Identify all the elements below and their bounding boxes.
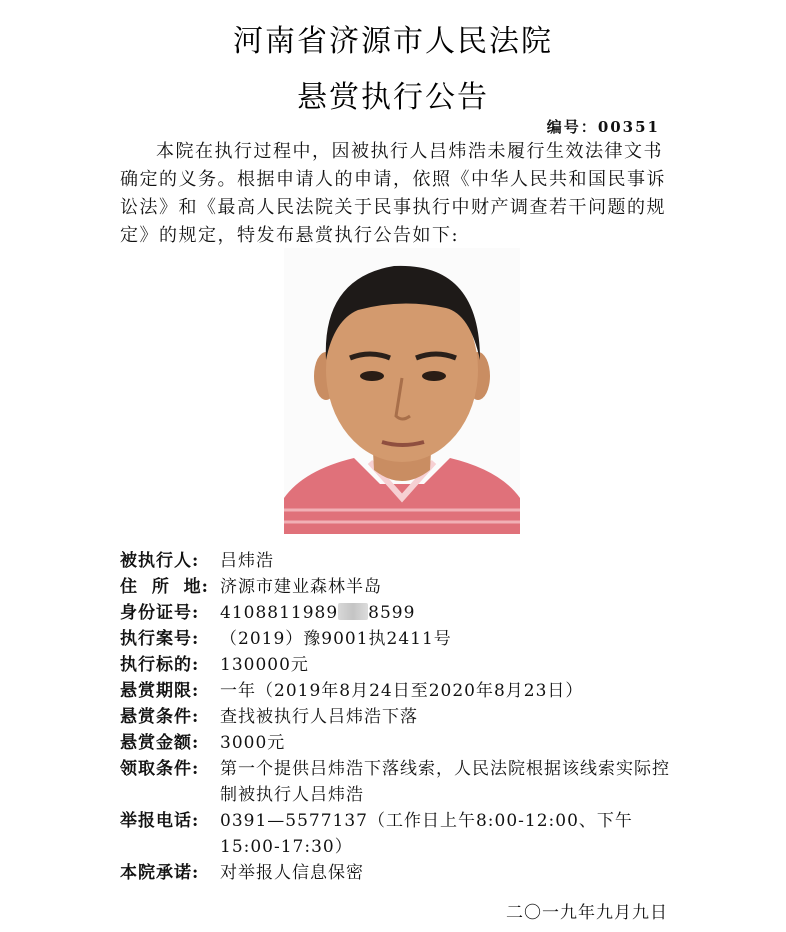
field-value: 第一个提供吕炜浩下落线索，人民法院根据该线索实际控制被执行人吕炜浩 — [220, 759, 670, 805]
field-reward — [120, 730, 680, 756]
field-label: 身份证号: — [120, 603, 200, 623]
intro-paragraph: 本院在执行过程中，因被执行人吕炜浩未履行生效法律文书确定的义务。根据申请人的申请，依照《中华人民共和国民事诉讼法》和《最高人民法院关于民事执行中财产调查若干问题的规定》的规定，特发布悬赏执行公告如下: — [120, 141, 666, 246]
field-label: 举报电话: — [120, 811, 200, 831]
field-claim — [120, 756, 680, 808]
field-value: 一年（2019年8月24日至2020年8月23日） — [220, 681, 584, 701]
field-value: 查找被执行人吕炜浩下落 — [220, 707, 418, 727]
court-name: 河南省济源市人民法院 — [233, 24, 553, 59]
field-value: 3000元 — [220, 733, 286, 753]
doc-number-label: 编号： — [546, 118, 598, 136]
field-promise — [120, 860, 680, 886]
field-value: 济源市建业森林半岛 — [220, 577, 382, 597]
field-value: 吕炜浩 — [220, 551, 274, 571]
field-label: 执行案号: — [120, 629, 200, 649]
doc-number — [547, 116, 660, 137]
id-suffix: 8599 — [368, 603, 416, 623]
field-label: 本院承诺: — [120, 863, 200, 883]
field-value: （2019）豫9001执2411号 — [220, 629, 452, 649]
field-label: 领取条件: — [120, 759, 200, 779]
field-amount — [120, 652, 680, 678]
id-prefix: 4108811989 — [220, 603, 339, 623]
field-value: 0391—5577137（工作日上午8:00-12:00、下午15:00-17:30） — [220, 811, 633, 857]
redacted-block — [338, 603, 368, 620]
field-label: 被执行人: — [120, 551, 200, 571]
notice-title: 悬赏执行公告 — [297, 80, 489, 115]
field-label: 执行标的: — [120, 655, 200, 675]
field-name — [120, 548, 680, 574]
field-label: 悬赏金额: — [120, 733, 200, 753]
doc-number-value: 00351 — [597, 118, 660, 136]
field-condition — [120, 704, 680, 730]
field-case-number — [120, 626, 680, 652]
field-value: 130000元 — [220, 655, 309, 675]
field-value: 对举报人信息保密 — [220, 863, 364, 883]
field-label: 悬赏期限: — [120, 681, 200, 701]
field-label: 住 所 地: — [120, 577, 209, 597]
field-address — [120, 574, 680, 600]
issue-date: 二〇一九年九月九日 — [506, 903, 668, 923]
field-value — [220, 600, 680, 626]
field-id-number — [120, 600, 680, 626]
portrait-photo — [284, 248, 520, 534]
info-fields — [120, 548, 680, 886]
field-phone — [120, 808, 680, 860]
field-label: 悬赏条件: — [120, 707, 200, 727]
field-period — [120, 678, 680, 704]
